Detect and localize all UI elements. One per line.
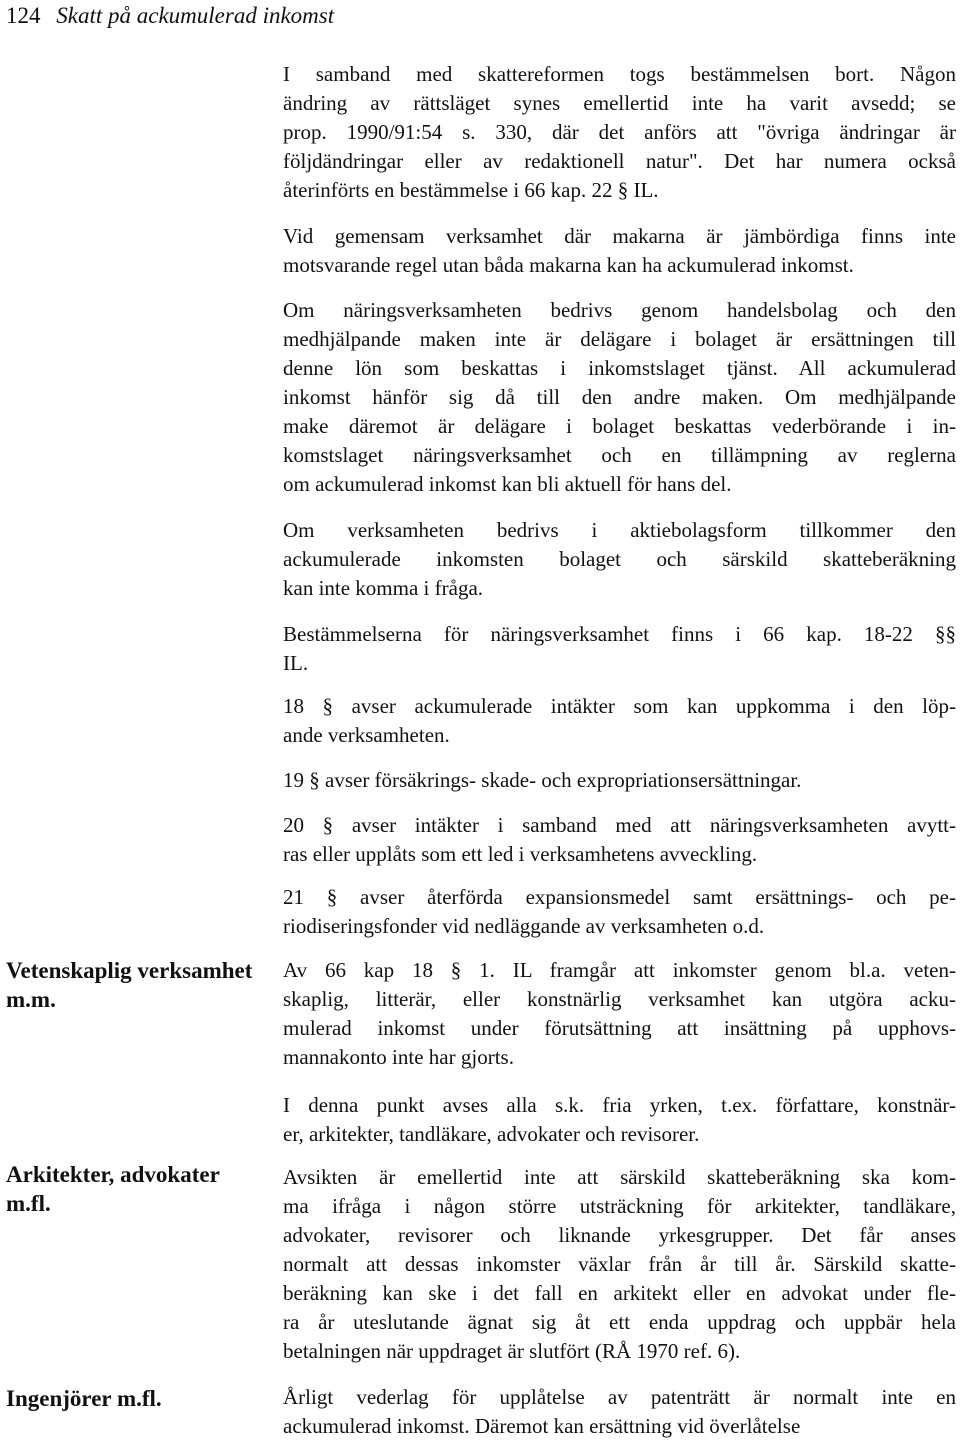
- text-line: kan inte komma i fråga.: [283, 576, 484, 600]
- text-line: mannakonto inte har gjorts.: [283, 1045, 514, 1069]
- text-line: komstslaget näringsverksamhet och en tillämpning av reglerna: [283, 443, 956, 467]
- paragraph: [283, 766, 956, 795]
- paragraph: [283, 1091, 956, 1149]
- text-line: ackumulerad inkomst. Däremot kan ersättning vid överlåtelse: [283, 1414, 801, 1438]
- text-line: om ackumulerad inkomst kan bli aktuell för hans del.: [283, 472, 732, 496]
- text-line: följdändringar eller av redaktionell natur". Det har numera också: [283, 149, 956, 173]
- text-line: make däremot är delägare i bolaget beskattas vederbörande i in-: [283, 414, 956, 438]
- paragraph: [283, 60, 956, 205]
- margin-note-arkitekter: Arkitekter, advokater m.fl.: [6, 1162, 220, 1216]
- paragraph: [283, 296, 956, 499]
- page-number: 124: [6, 3, 41, 28]
- text-line: Bestämmelserna för näringsverksamhet finns i 66 kap. 18-22 §§: [283, 622, 956, 646]
- text-line: normalt att dessas inkomster växlar från år till år. Särskild skatte-: [283, 1252, 956, 1276]
- paragraph: [283, 1383, 956, 1441]
- text-line: advokater, revisorer och liknande yrkesgrupper. Det får anses: [283, 1223, 956, 1247]
- text-line: ma ifråga i någon större utsträckning för arkitekter, tandläkare,: [283, 1194, 956, 1218]
- text-line: skaplig, litterär, eller konstnärlig verksamhet kan utgöra acku-: [283, 987, 956, 1011]
- text-line: Om näringsverksamheten bedrivs genom handelsbolag och den: [283, 298, 956, 322]
- paragraph: [283, 883, 956, 941]
- paragraph: [283, 811, 956, 869]
- text-line: motsvarande regel utan båda makarna kan ha ackumulerad inkomst.: [283, 253, 854, 277]
- page-header: [6, 2, 334, 30]
- text-line: ackumulerade inkomsten bolaget och särskild skatteberäkning: [283, 547, 956, 571]
- text-line: Om verksamheten bedrivs i aktiebolagsform tillkommer den: [283, 518, 956, 542]
- text-line: beräkning kan ske i det fall en arkitekt eller en advokat under fle-: [283, 1281, 956, 1305]
- text-line: Årligt vederlag för upplåtelse av patenträtt är normalt inte en: [283, 1385, 956, 1409]
- text-line: prop. 1990/91:54 s. 330, där det anförs att "övriga ändringar är: [283, 120, 956, 144]
- text-line: denne lön som beskattas i inkomstslaget tjänst. All ackumulerad: [283, 356, 956, 380]
- paragraph: [283, 516, 956, 603]
- text-line: 19 § avser försäkrings- skade- och expropriationsersättningar.: [283, 768, 802, 792]
- text-line: medhjälpande maken inte är delägare i bolaget är ersättningen till: [283, 327, 956, 351]
- margin-note-vetenskaplig: Vetenskaplig verksamhet m.m.: [6, 958, 253, 1012]
- text-line: 18 § avser ackumulerade intäkter som kan uppkomma i den löp-: [283, 694, 956, 718]
- paragraph: [283, 620, 956, 678]
- text-line: 21 § avser återförda expansionsmedel samt ersättnings- och pe-: [283, 885, 956, 909]
- text-line: återinförts en bestämmelse i 66 kap. 22 § IL.: [283, 178, 659, 202]
- running-title: Skatt på ackumulerad inkomst: [56, 3, 335, 28]
- text-line: betalningen när uppdraget är slutfört (RÅ 1970 ref. 6).: [283, 1339, 741, 1363]
- text-line: Vid gemensam verksamhet där makarna är jämbördiga finns inte: [283, 224, 956, 248]
- text-line: I samband med skattereformen togs bestämmelsen bort. Någon: [283, 62, 956, 86]
- text-line: Av 66 kap 18 § 1. IL framgår att inkomster genom bl.a. veten-: [283, 958, 956, 982]
- text-line: ra år uteslutande ägnat sig åt ett enda uppdrag och uppbär hela: [283, 1310, 956, 1334]
- text-line: inkomst hänför sig då till den andre maken. Om medhjälpande: [283, 385, 956, 409]
- paragraph: [283, 692, 956, 750]
- text-line: ande verksamheten.: [283, 723, 450, 747]
- text-line: ändring av rättsläget synes emellertid inte ha varit avsedd; se: [283, 91, 956, 115]
- text-line: 20 § avser intäkter i samband med att näringsverksamheten avytt-: [283, 813, 956, 837]
- text-line: er, arkitekter, tandläkare, advokater och revisorer.: [283, 1122, 700, 1146]
- paragraph: [283, 222, 956, 280]
- text-line: mulerad inkomst under förutsättning att insättning på upphovs-: [283, 1016, 956, 1040]
- text-line: IL.: [283, 651, 309, 675]
- paragraph: [283, 1163, 956, 1366]
- text-line: riodiseringsfonder vid nedläggande av verksamheten o.d.: [283, 914, 765, 938]
- text-line: ras eller upplåts som ett led i verksamhetens avveckling.: [283, 842, 758, 866]
- margin-note-ingenjorer: Ingenjörer m.fl.: [6, 1386, 162, 1411]
- text-line: I denna punkt avses alla s.k. fria yrken, t.ex. författare, konstnär-: [283, 1093, 956, 1117]
- text-line: Avsikten är emellertid inte att särskild skatteberäkning ska kom-: [283, 1165, 956, 1189]
- paragraph: [283, 956, 956, 1072]
